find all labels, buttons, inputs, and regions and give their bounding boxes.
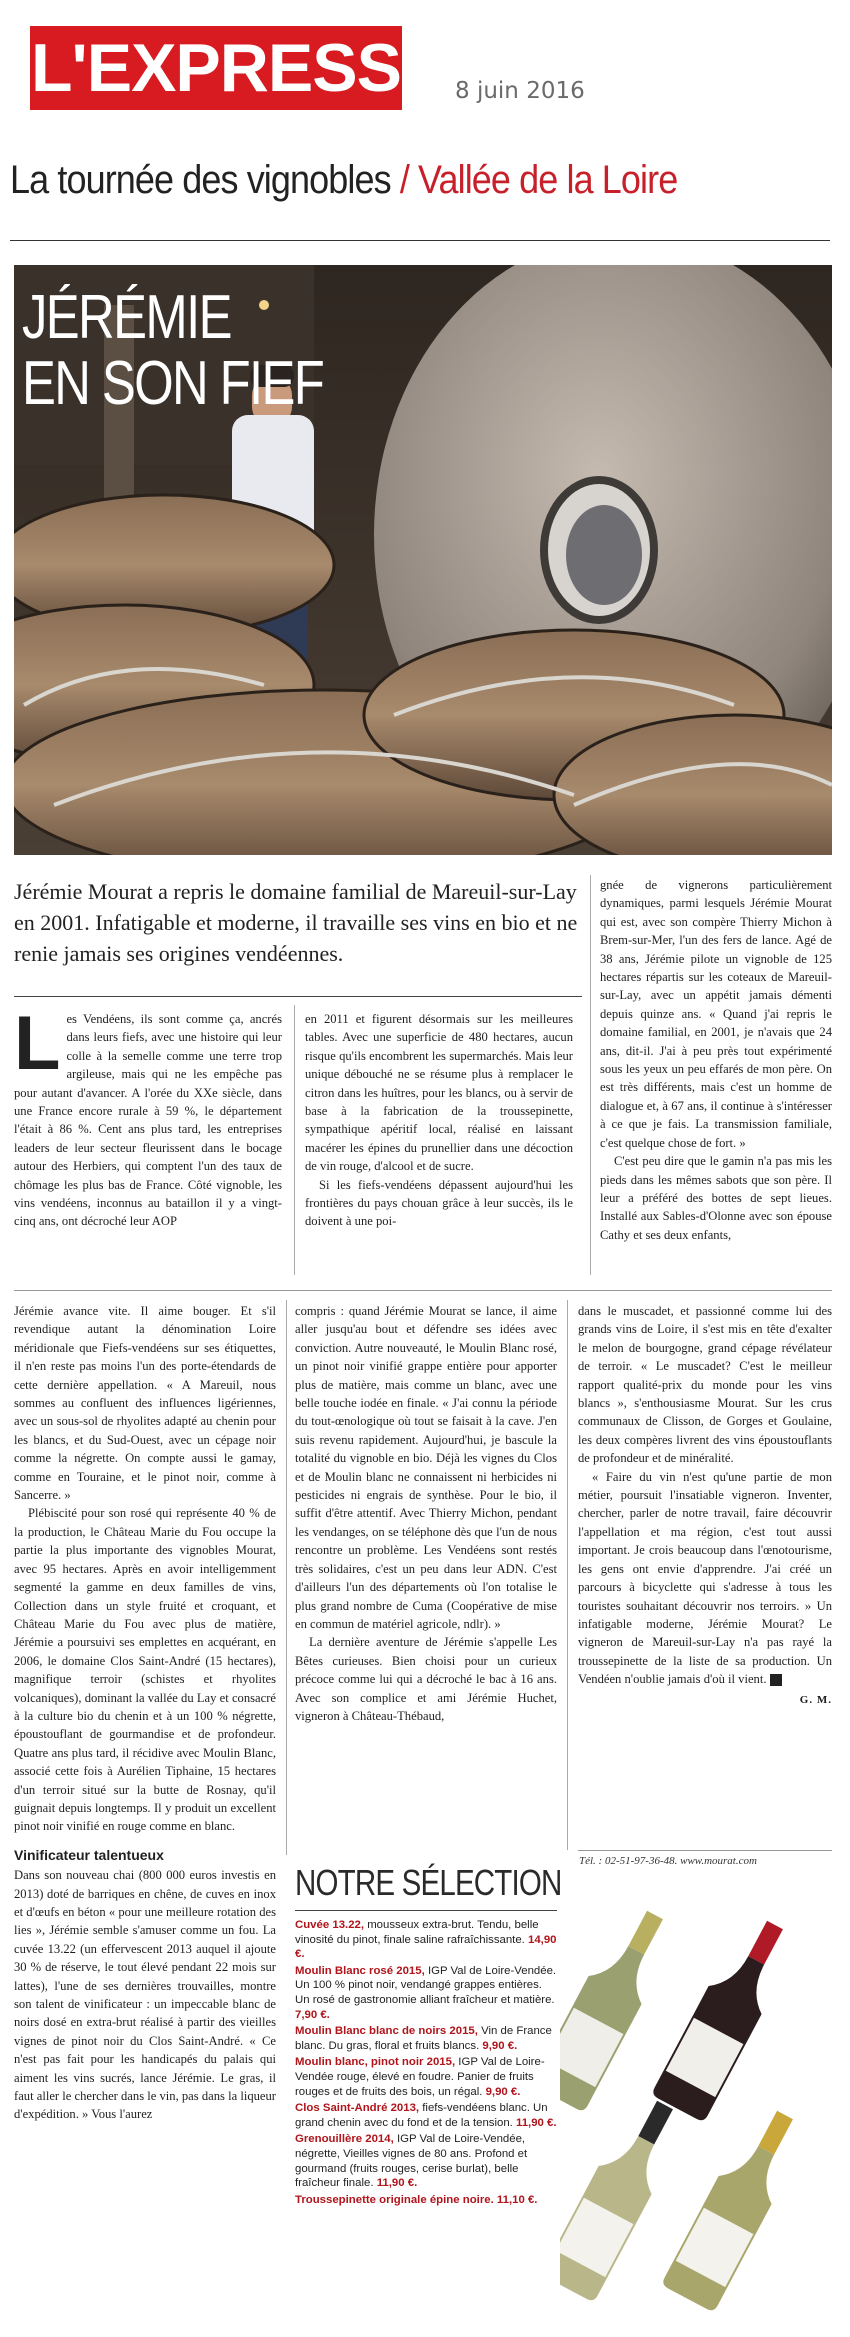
article-paragraph: [578, 1468, 832, 1689]
selection-item: [295, 1918, 557, 1962]
lead-divider: [14, 996, 582, 997]
wine-description: fiefs-vendéens blanc. Un grand chenin avec du fond et de la tension.: [295, 2102, 548, 2129]
wine-name: Troussepinette originale épine noire.: [295, 2193, 494, 2206]
wine-price: 14,90 €.: [295, 1933, 557, 1961]
header-divider: [10, 240, 830, 241]
article-column-2: [305, 1010, 573, 1231]
wine-price: 11,90 €.: [376, 2177, 418, 2190]
masthead-logo: [30, 26, 402, 110]
rubric-main: La tournée des vignobles: [10, 158, 391, 202]
wine-description: IGP Val de Loire-Vendée. Un 100 % pinot noir, vendangé grappes entières. Un rosé de gastronomie alliant fraîcheur et matière.: [295, 1964, 557, 2006]
publication-date: 8 juin 2016: [455, 78, 585, 104]
wine-description: IGP Val de Loire-Vendée rouge, élevé en foudre. Panier de fruits rouges et de fruits des bois, un régal.: [295, 2056, 545, 2098]
wine-name: Moulin Blanc blanc de noirs 2015,: [295, 2025, 478, 2038]
wine-price: 11,10 €.: [496, 2193, 538, 2206]
article-paragraph: en 2011 et figurent désormais sur les meilleures tables. Avec une superficie de 480 hectares, aucun risque qu'ils encombrent les supermarchés. Mais leur unique débouché ne se résume plus à remplacer le citron dans les huîtres, pour les blancs, ou à servir de base à la fabrication de la troussepinette, sympathique apéritif local, réalisé en laissant macérer les épines du prunellier dans une décoction de vin rouge, d'alcool et de sucre.: [305, 1012, 573, 1174]
rubric-region: Vallée de la Loire: [418, 158, 678, 202]
article-column-3: [600, 876, 832, 1244]
article-paragraph: La dernière aventure de Jérémie s'appelle Les Bêtes curieuses. Bien choisi pour un curieux précoce comme lui qui a décroché le bac à 16 ans. Avec son complice et ami Jérémie Huchet, vigneron à Château-Thébaud,: [295, 1635, 557, 1723]
photo-headline: [22, 285, 323, 417]
bottle-icon: [661, 2101, 812, 2313]
article-paragraph: Jérémie avance vite. Il aime bouger. Et s'il revendique autant la dénomination Loire méridionale que Fiefs-vendéens sur ses étiquettes, il n'en reste pas moins l'un des porte-étendards de cette dernière appellation. « A Mareuil, nous sommes au confluent des influences ligériennes, avec un sous-sol de rhyolites adapté au chenin pour les blancs, et du Sud-Ouest, avec un cépage noir comme la négrette. On compte aussi le gamay, comme en Touraine, et le pinot noir, comme à Sancerre. »: [14, 1304, 276, 1503]
wine-description: Vin de France blanc. Du gras, floral et fruits blancs.: [295, 2025, 552, 2052]
article-paragraph: Dans son nouveau chai (800 000 euros investis en 2013) doté de barriques en chêne, de cuves en inox et d'œufs en béton « pour une meilleure rotation des lies », Jérémie semble s'amuser comme un fou. La cuvée 13.22 (un effervescent 2013 auquel il ajoute 30 % de réserve, le tout élevé pendant 22 mois sur lattes), l'une de ses dernières trouvailles, montre son talent de vinificateur : un impeccable blanc de noirs dosé en extra-brut réalisé à partir des vieilles vignes de pinot noir du Clos Saint-André. « Ce n'est pas fait pour les handicapés du palais qui aiment les vins sucrés, lance Jérémie. Le gras, il faut aller le chercher dans le vin, pas dans la liqueur d'expédition. » Vous l'aurez: [14, 1868, 276, 2122]
contact-divider: [578, 1850, 832, 1851]
column-divider: [567, 1300, 568, 1850]
selection-item: [295, 2101, 557, 2130]
wine-name: Cuvée 13.22,: [295, 1919, 365, 1931]
selection-item: [295, 1964, 557, 2022]
lead-paragraph: Jérémie Mourat a repris le domaine familial de Mareuil-sur-Lay en 2001. Infatigable et moderne, il travaille ses vins en bio et ne renie jamais ses origines vendéennes.: [14, 879, 578, 966]
article-paragraph: Si les fiefs-vendéens dépassent aujourd'hui les frontières du pays chouan grâce à leur succès, ils le doivent à une poi-: [305, 1177, 573, 1229]
wine-name: Moulin blanc, pinot noir 2015,: [295, 2056, 456, 2069]
masthead-text: L'EXPRESS: [31, 30, 401, 106]
article-paragraph: dans le muscadet, et passionné comme lui des grands vins de Loire, il s'est mis en tête d'exalter le melon de bourgogne, grand cépage révélateur de terroir. « Le muscadet? C'est le meilleur rapport qualité-prix du monde pour les vins blancs », s'enthousiasme Mourat. Sur les crus communaux de Clisson, de Gorges et Goulaine, les deux compères livrent des vins époustouflants de profondeur et de minéralité.: [578, 1304, 832, 1466]
article-column-1: [14, 1001, 282, 1231]
photo-headline-line2: EN SON FIEF: [22, 349, 324, 418]
article-paragraph: gnée de vignerons particulièrement dynamiques, parmi lesquels Jérémie Mourat qui est, avec son compère Thierry Michon à Brem-sur-Mer, l'un des fers de lance. Agé de 38 ans, Jérémie pilote un vignoble de 125 hectares répartis sur les coteaux de Mareuil-sur-Lay, avec un appétit jamais démenti depuis quinze ans. « Quand j'ai repris le domaine familial, en 2001, je n'avais que 24 ans, dit-il. J'ai à peu près tout expérimenté sous les yeux un peu effarés de mon père. On est très différents, mais c'est un homme de dialogue et, à 67 ans, il continue à s'intéresser à ce que je fais. La transmission familiale, c'est quelque chose de fort. »: [600, 878, 832, 1150]
article-paragraph: es Vendéens, ils sont comme ça, ancrés dans leurs fiefs, avec une histoire qui leur colle à la semelle comme une terre trop argileuse, mais qui ne les empêche pas pour autant d'avancer. A l'orée du XXe siècle, dans une France encore rurale à 59 %, le département l'était à 86 %. Cent ans plus tard, les entreprises leaders de leur secteur fleurissent dans le bocage autour des Herbiers, qui comptent l'un des taux de chômage les plus bas de France. Côté vignoble, les vins vendéens, inconnus au bataillon il y a vingt-cinq ans, ont décroché leur AOP: [14, 1012, 282, 1229]
selection-list: [295, 1918, 557, 2209]
wine-description: IGP Val de Loire-Vendée, négrette, Vieilles vignes de 80 ans. Profond et gourmand (fruits rouges, cerise burlat), belle fraîcheur finale.: [295, 2133, 528, 2190]
wine-name: Clos Saint-André 2013,: [295, 2102, 420, 2115]
column-divider: [590, 875, 591, 1275]
end-mark-icon: E: [770, 1674, 782, 1686]
rubric-separator: /: [399, 158, 409, 202]
selection-item: [295, 2132, 557, 2190]
selection-title: NOTRE SÉLECTION: [295, 1862, 562, 1903]
article-paragraph: Plébiscité pour son rosé qui représente 40 % de la production, le Château Marie du Fou occupe la partie la plus importante des vignobles Mourat, avec 95 hectares. Après en avoir intelligemment segmenté la gamme en deux familles de vins, Collection dans un style fruité et croquant, et Château Marie du Fou avec plus de matière, Jérémie a poursuivi ses emplettes en acquérant, en 2006, le domaine Clos Saint-André (15 hectares), magnifique terroir (schistes et rhyolites volcaniques), dominant la vallée du Lay et consacré à la culture bio du chenin et à un 100 % négrette, époustouflant de gourmandise et de profondeur. Quatre ans plus tard, il récidive avec Moulin Blanc, associé cette fois à Aurélien Tiphaine, 15 hectares d'un terroir situé sur la butte de Rosnay, qu'il guignait depuis longtemps. Il y produit un excellent pinot noir vinifié en rouge comme en blanc.: [14, 1506, 276, 1834]
author-initials: G. M.: [799, 1693, 832, 1706]
article-column-5: [295, 1302, 557, 1725]
column-divider: [294, 1005, 295, 1275]
article-closing-text: « Faire du vin n'est qu'une partie de mon métier, poursuit l'insatiable vigneron. Inventer, chercher, parler de notre travail, faire découvrir l'appellation et ma région, c'est tout aussi important. Je crois beaucoup dans l'œnotourisme, les gens ont envie d'apprendre. J'ai créé un parcours à bicyclette qui s'adresse à tous les touristes souhaitant découvrir nos terroirs. » Un infatigable moderne, Jérémie Mourat? Le vigneron de Mareuil-sur-Lay n'a pas rayé la troussepinette de la liste de sa production. Un Vendéen n'oublie jamais d'où il vient.: [578, 1469, 832, 1687]
article-column-4: [14, 1302, 276, 2124]
article-column-6: [578, 1302, 832, 1709]
wine-name: Grenouillère 2014,: [295, 2133, 394, 2146]
subheading: Vinificateur talentueux: [14, 1846, 164, 1863]
selection-item: [295, 2055, 557, 2099]
wine-name: Moulin Blanc rosé 2015,: [295, 1964, 425, 1977]
wine-description: mousseux extra-brut. Tendu, belle vinosité du pinot, finale saline rafraîchissante.: [295, 1919, 539, 1946]
wine-bottles-photo: [560, 1905, 840, 2325]
bottle-icon: [651, 1911, 802, 2123]
photo-headline-line1: JÉRÉMIE: [22, 283, 231, 352]
selection-item: [295, 2024, 557, 2053]
section-divider: [14, 1290, 832, 1291]
contact-info: Tél. : 02-51-97-36-48. www.mourat.com: [579, 1855, 757, 1867]
article-paragraph: C'est peu dire que le gamin n'a pas mis les pieds dans les mêmes sabots que son père. Il leur a préféré des bottes de sept lieues. Installé aux Sables-d'Olonne avec son épouse Cathy et ses deux enfants,: [600, 1154, 832, 1242]
wine-price: 9,90 €.: [482, 2039, 518, 2052]
selection-item: [295, 2193, 557, 2208]
column-divider: [286, 1300, 287, 1855]
wine-price: 9,90 €.: [485, 2085, 521, 2098]
wine-price: 7,90 €.: [295, 2008, 330, 2021]
selection-divider: [295, 1910, 557, 1911]
dropcap-letter: L: [14, 1001, 61, 1086]
article-paragraph: compris : quand Jérémie Mourat se lance, il aime aller jusqu'au bout et défendre ses idées avec conviction. Autre nouveauté, le Moulin Blanc rosé, un pinot noir vinifié grappe entière pour apporter plus de matière, mais comme un blanc, avec une belle touche iodée en finale. « J'ai connu la période du tout-œnologique où tout se faisait à la cave. J'en suis revenu rapidement. Aujourd'hui, je bascule la totalité du vignoble en bio. Déjà les vignes du Clos et de Moulin blanc ne connaissent ni herbicides ni pesticides ni engrais de synthèse. Pour le bio, il suffit d'être attentif. Avec Thierry Michon, pendant les vendanges, on se téléphone dès que l'un de nous rencontre un problème. Les Vendéens sont restés très solidaires, c'est un peu dans leur ADN. C'est d'ailleurs l'un des départements où l'on totalise le plus grand nombre de Cuma (Coopérative de mise en commun de matériel agricole, ndlr). »: [295, 1304, 557, 1631]
rubric-heading: [10, 158, 677, 203]
wine-price: 11,90 €.: [516, 2116, 557, 2129]
